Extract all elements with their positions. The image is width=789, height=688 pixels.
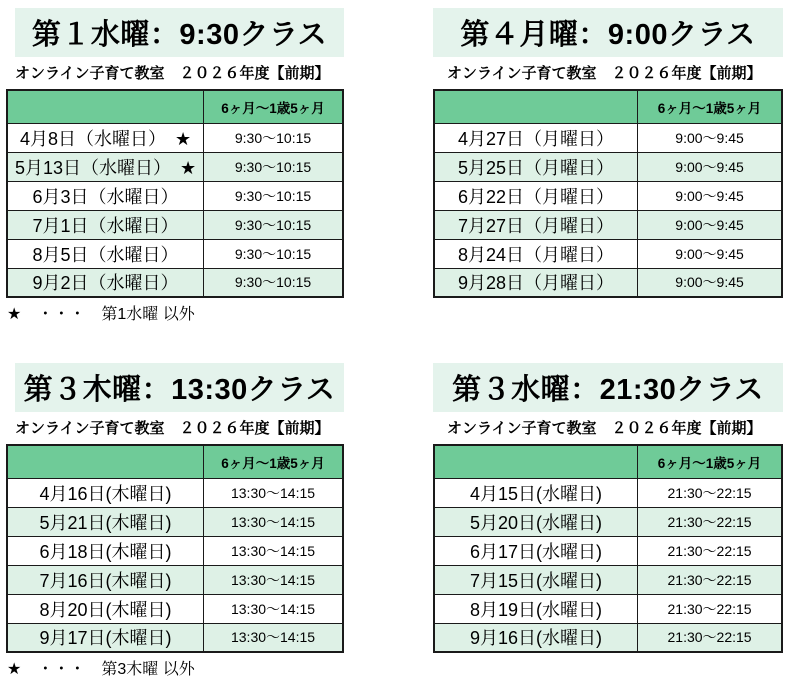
time-cell: 9:30～10:15 bbox=[204, 181, 343, 210]
empty-header-cell bbox=[7, 90, 204, 123]
time-cell: 21:30～22:15 bbox=[638, 507, 782, 536]
class-subtitle: オンライン子育て教室 ２０２６年度【前期】 bbox=[447, 65, 762, 82]
date-cell: 5月20日(水曜日) bbox=[434, 507, 638, 536]
date-cell: 8月20日(木曜日) bbox=[7, 594, 204, 623]
date-cell: 8月19日(水曜日) bbox=[434, 594, 638, 623]
class-title-banner bbox=[15, 363, 344, 412]
table-row bbox=[7, 507, 343, 536]
table-row bbox=[434, 623, 782, 652]
table-row bbox=[7, 594, 343, 623]
time-cell: 21:30～22:15 bbox=[638, 478, 782, 507]
table-row bbox=[7, 623, 343, 652]
table-row bbox=[434, 536, 782, 565]
class-section-third-wednesday bbox=[433, 363, 783, 680]
time-cell: 13:30～14:15 bbox=[204, 507, 343, 536]
date-cell: 7月15日(水曜日) bbox=[434, 565, 638, 594]
header-row bbox=[7, 90, 343, 123]
schedule-table bbox=[6, 89, 344, 298]
table-row bbox=[7, 152, 343, 181]
header-row bbox=[7, 445, 343, 478]
star-footnote: ★ ・・・ 第3木曜 以外 bbox=[7, 661, 195, 678]
time-cell: 9:30～10:15 bbox=[204, 268, 343, 297]
date-cell: 9月17日(木曜日) bbox=[7, 623, 204, 652]
class-title-banner bbox=[433, 363, 783, 412]
date-cell: 4月16日(木曜日) bbox=[7, 478, 204, 507]
class-section-third-thursday bbox=[6, 363, 344, 680]
date-cell: 7月1日（水曜日） bbox=[7, 210, 204, 239]
date-cell: 4月8日（水曜日） ★ bbox=[7, 123, 204, 152]
age-group-header: 6ヶ月～1歳5ヶ月 bbox=[204, 445, 343, 478]
header-row bbox=[434, 445, 782, 478]
table-row bbox=[434, 239, 782, 268]
star-footnote: ★ ・・・ 第1水曜 以外 bbox=[7, 306, 195, 323]
table-row bbox=[434, 507, 782, 536]
table-row bbox=[434, 181, 782, 210]
class-subtitle: オンライン子育て教室 ２０２６年度【前期】 bbox=[447, 420, 762, 437]
time-cell: 13:30～14:15 bbox=[204, 478, 343, 507]
schedule-table bbox=[6, 444, 344, 653]
table-row bbox=[7, 239, 343, 268]
date-cell: 5月13日（水曜日） ★ bbox=[7, 152, 204, 181]
time-cell: 9:00～9:45 bbox=[638, 181, 782, 210]
date-cell: 4月27日（月曜日） bbox=[434, 123, 638, 152]
date-cell: 7月16日(木曜日) bbox=[7, 565, 204, 594]
date-cell: 9月16日(水曜日) bbox=[434, 623, 638, 652]
time-cell: 21:30～22:15 bbox=[638, 536, 782, 565]
table-row bbox=[434, 565, 782, 594]
table-row bbox=[434, 594, 782, 623]
class-title: 第３木曜：13:30クラス bbox=[23, 374, 336, 406]
table-row bbox=[7, 181, 343, 210]
schedule-table bbox=[433, 444, 783, 653]
date-cell: 6月18日(木曜日) bbox=[7, 536, 204, 565]
time-cell: 9:30～10:15 bbox=[204, 210, 343, 239]
table-row bbox=[434, 478, 782, 507]
date-cell: 6月3日（水曜日） bbox=[7, 181, 204, 210]
time-cell: 9:00～9:45 bbox=[638, 123, 782, 152]
date-cell: 9月2日（水曜日） bbox=[7, 268, 204, 297]
time-cell: 13:30～14:15 bbox=[204, 594, 343, 623]
empty-header-cell bbox=[434, 90, 638, 123]
time-cell: 9:00～9:45 bbox=[638, 210, 782, 239]
table-row bbox=[7, 478, 343, 507]
class-section-fourth-monday bbox=[433, 8, 783, 325]
table-row bbox=[434, 152, 782, 181]
time-cell: 9:30～10:15 bbox=[204, 152, 343, 181]
time-cell: 9:00～9:45 bbox=[638, 239, 782, 268]
table-row bbox=[7, 123, 343, 152]
table-row bbox=[7, 565, 343, 594]
table-row bbox=[7, 536, 343, 565]
class-title-banner bbox=[433, 8, 783, 57]
date-cell: 6月17日(水曜日) bbox=[434, 536, 638, 565]
age-group-header: 6ヶ月～1歳5ヶ月 bbox=[638, 445, 782, 478]
table-row bbox=[434, 268, 782, 297]
schedule-table bbox=[433, 89, 783, 298]
class-subtitle: オンライン子育て教室 ２０２６年度【前期】 bbox=[15, 420, 330, 437]
date-cell: 9月28日（月曜日） bbox=[434, 268, 638, 297]
date-cell: 7月27日（月曜日） bbox=[434, 210, 638, 239]
header-row bbox=[434, 90, 782, 123]
date-cell: 8月24日（月曜日） bbox=[434, 239, 638, 268]
date-cell: 4月15日(水曜日) bbox=[434, 478, 638, 507]
age-group-header: 6ヶ月～1歳5ヶ月 bbox=[638, 90, 782, 123]
age-group-header: 6ヶ月～1歳5ヶ月 bbox=[204, 90, 343, 123]
class-title: 第３水曜：21:30クラス bbox=[452, 374, 764, 406]
time-cell: 13:30～14:15 bbox=[204, 623, 343, 652]
time-cell: 21:30～22:15 bbox=[638, 565, 782, 594]
date-cell: 6月22日（月曜日） bbox=[434, 181, 638, 210]
table-row bbox=[7, 268, 343, 297]
time-cell: 13:30～14:15 bbox=[204, 565, 343, 594]
table-row bbox=[434, 210, 782, 239]
time-cell: 9:30～10:15 bbox=[204, 239, 343, 268]
time-cell: 9:00～9:45 bbox=[638, 268, 782, 297]
table-row bbox=[434, 123, 782, 152]
date-cell: 8月5日（水曜日） bbox=[7, 239, 204, 268]
class-section-first-wednesday bbox=[6, 8, 344, 325]
date-cell: 5月21日(木曜日) bbox=[7, 507, 204, 536]
class-title: 第４月曜：9:00クラス bbox=[460, 19, 756, 51]
empty-header-cell bbox=[434, 445, 638, 478]
time-cell: 13:30～14:15 bbox=[204, 536, 343, 565]
time-cell: 21:30～22:15 bbox=[638, 594, 782, 623]
class-title-banner bbox=[15, 8, 344, 57]
time-cell: 9:30～10:15 bbox=[204, 123, 343, 152]
date-cell: 5月25日（月曜日） bbox=[434, 152, 638, 181]
empty-header-cell bbox=[7, 445, 204, 478]
class-subtitle: オンライン子育て教室 ２０２６年度【前期】 bbox=[15, 65, 330, 82]
class-title: 第１水曜：9:30クラス bbox=[31, 19, 328, 51]
table-row bbox=[7, 210, 343, 239]
time-cell: 9:00～9:45 bbox=[638, 152, 782, 181]
time-cell: 21:30～22:15 bbox=[638, 623, 782, 652]
